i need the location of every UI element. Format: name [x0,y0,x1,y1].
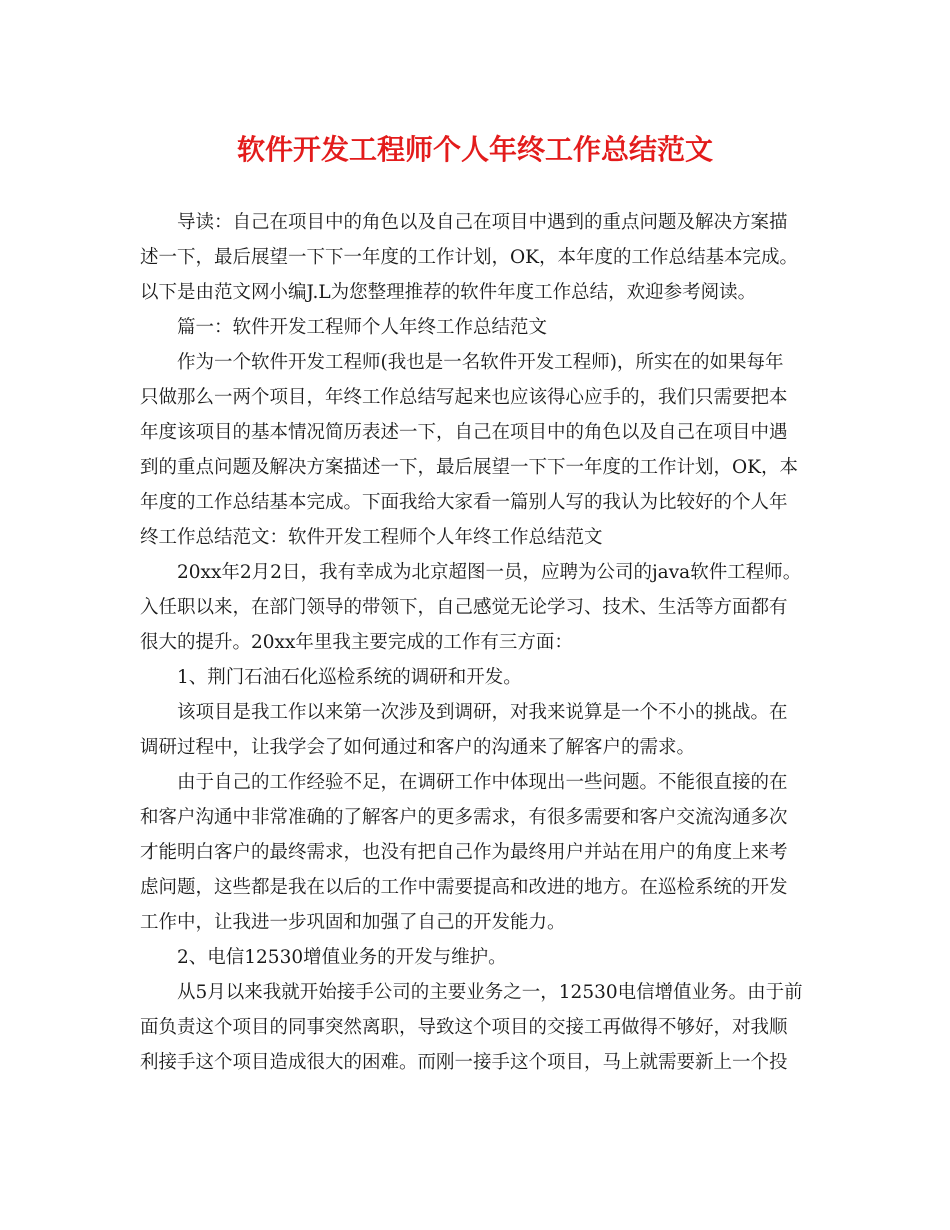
list-item-heading: 2、电信12530增值业务的开发与维护。 [177,947,507,968]
document-body [140,205,820,1080]
paragraph-line: 和客户沟通中非常准确的了解客户的更多需求，有很多需要和客户交流沟通多次 [140,807,788,828]
paragraph-line: 以下是由范文网小编J.L为您整理推荐的软件年度工作总结，欢迎参考阅读。 [140,282,757,303]
section-heading: 篇一：软件开发工程师个人年终工作总结范文 [177,317,548,338]
paragraph-line: 利接手这个项目造成很大的困难。而刚一接手这个项目，马上就需要新上一个投 [140,1052,788,1073]
paragraph-line: 很大的提升。20xx年里我主要完成的工作有三方面： [140,632,573,653]
paragraph-line: 终工作总结范文：软件开发工程师个人年终工作总结范文 [140,527,603,548]
paragraph-line: 只做那么一两个项目，年终工作总结写起来也应该得心应手的，我们只需要把本 [140,387,788,408]
paragraph-line: 虑问题，这些都是我在以后的工作中需要提高和改进的地方。在巡检系统的开发 [140,877,788,898]
paragraph-line: 导读：自己在项目中的角色以及自己在项目中遇到的重点问题及解决方案描 [177,212,788,233]
paragraph-line: 从5月以来我就开始接手公司的主要业务之一，12530电信增值业务。由于前 [177,982,803,1003]
paragraph-line: 到的重点问题及解决方案描述一下，最后展望一下下一年度的工作计划，OK，本 [140,457,798,478]
paragraph-line: 年度的工作总结基本完成。下面我给大家看一篇别人写的我认为比较好的个人年 [140,492,788,513]
paragraph-line: 年度该项目的基本情况简历表述一下，自己在项目中的角色以及自己在项目中遇 [140,422,788,443]
paragraph-line: 由于自己的工作经验不足，在调研工作中体现出一些问题。不能很直接的在 [177,772,788,793]
paragraph-line: 述一下，最后展望一下下一年度的工作计划，OK，本年度的工作总结基本完成。 [140,247,798,268]
paragraph-line: 入任职以来，在部门领导的带领下，自己感觉无论学习、技术、生活等方面都有 [140,597,788,618]
list-item-heading: 1、荆门石油石化巡检系统的调研和开发。 [177,667,522,688]
paragraph-line: 才能明白客户的最终需求，也没有把自己作为最终用户并站在用户的角度上来考 [140,842,788,863]
paragraph-line: 该项目是我工作以来第一次涉及到调研，对我来说算是一个不小的挑战。在 [177,702,788,723]
paragraph-line: 调研过程中，让我学会了如何通过和客户的沟通来了解客户的需求。 [140,737,696,758]
paragraph-line: 工作中，让我进一步巩固和加强了自己的开发能力。 [140,912,566,933]
document-title: 软件开发工程师个人年终工作总结范文 [236,133,713,166]
paragraph-line: 作为一个软件开发工程师(我也是一名软件开发工程师)，所实在的如果每年 [177,352,784,373]
paragraph-line: 面负责这个项目的同事突然离职，导致这个项目的交接工再做得不够好，对我顺 [140,1017,788,1038]
paragraph-line: 20xx年2月2日，我有幸成为北京超图一员，应聘为公司的java软件工程师。 [177,562,802,583]
